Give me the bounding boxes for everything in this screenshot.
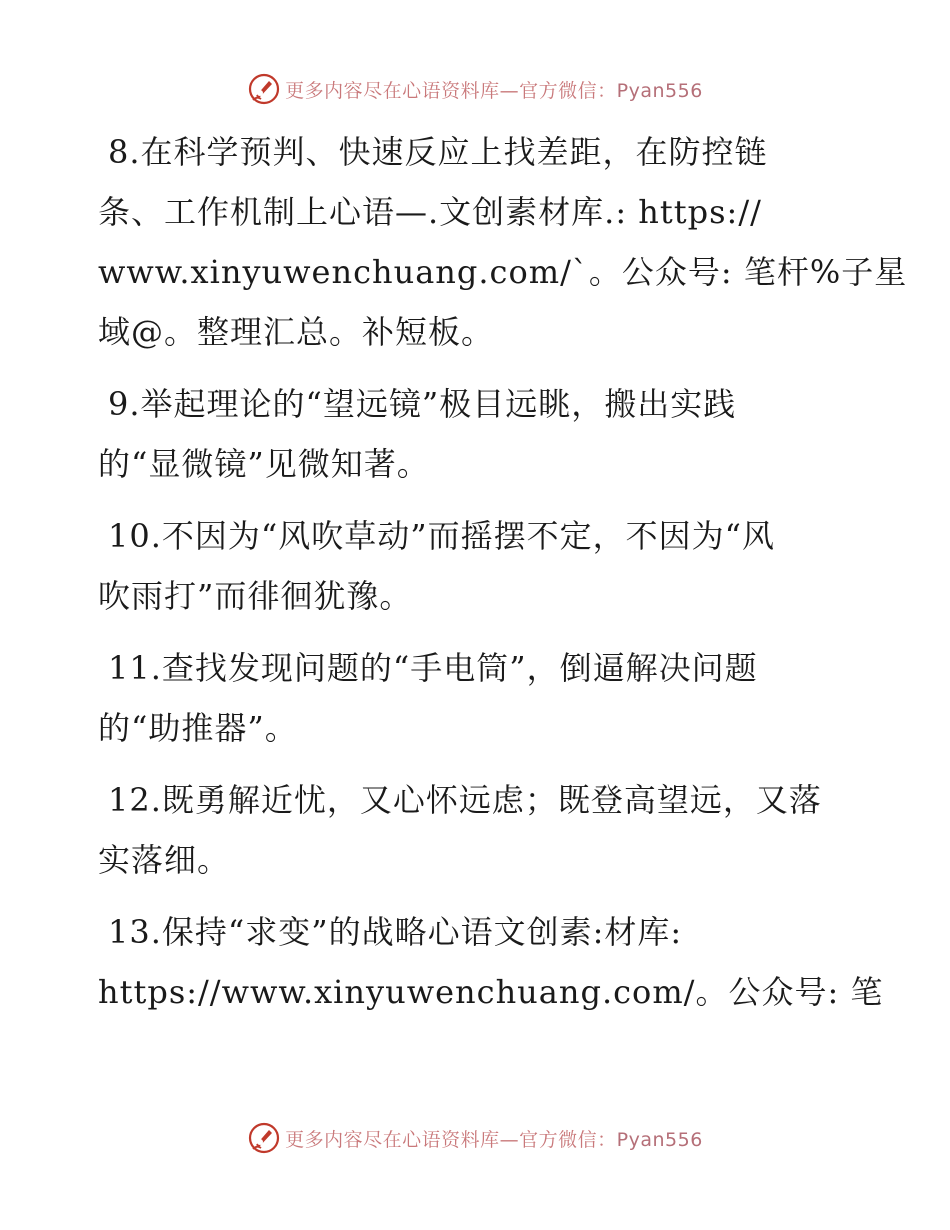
paragraph-10	[98, 506, 858, 626]
paragraph-8	[98, 122, 908, 362]
paragraph-line: 的“显微镜”见微知著。	[98, 445, 430, 483]
paragraph-line: 8.在科学预判、快速反应上找差距，在防控链	[108, 133, 768, 171]
paragraph-13	[98, 902, 884, 1022]
paragraph-line: 域@。整理汇总。补短板。	[98, 313, 495, 351]
footer-watermark	[0, 1121, 950, 1155]
header-watermark	[0, 72, 950, 106]
paragraph-9	[98, 374, 858, 494]
paragraph-line: https://www.xinyuwenchuang.com/。公众号: 笔	[98, 973, 884, 1011]
brand-logo-icon	[247, 72, 281, 106]
paragraph-12	[98, 770, 858, 890]
paragraph-line: www.xinyuwenchuang.com/`。公众号: 笔杆%子星	[98, 253, 908, 291]
paragraph-line: 实落细。	[98, 841, 231, 879]
paragraph-line: 条、工作机制上心语—.文创素材库.: https://	[98, 193, 762, 231]
footer-brand-text	[285, 1125, 703, 1152]
paragraph-line: 的“助推器”。	[98, 709, 298, 747]
paragraph-line: 13.保持“求变”的战略心语文创素:材库:	[108, 913, 683, 951]
brand-logo-icon	[247, 1121, 281, 1155]
paragraph-line: 9.举起理论的“望远镜”极目远眺，搬出实践	[108, 385, 737, 423]
paragraph-line: 11.查找发现问题的“手电筒”，倒逼解决问题	[108, 649, 758, 687]
footer-brand-wechat-id: Pyan556	[616, 1128, 703, 1151]
paragraph-line: 吹雨打”而徘徊犹豫。	[98, 577, 413, 615]
header-brand-text	[285, 76, 703, 103]
paragraph-11	[98, 638, 858, 758]
paragraph-line: 12.既勇解近忧，又心怀远虑；既登高望远，又落	[108, 781, 822, 819]
header-brand-wechat-id: Pyan556	[616, 79, 703, 102]
header-brand-cn: 更多内容尽在心语资料库—官方微信：	[285, 79, 617, 102]
paragraph-line: 10.不因为“风吹草动”而摇摆不定，不因为“风	[108, 517, 775, 555]
document-body	[98, 122, 908, 1034]
footer-brand-cn: 更多内容尽在心语资料库—官方微信：	[285, 1128, 617, 1151]
